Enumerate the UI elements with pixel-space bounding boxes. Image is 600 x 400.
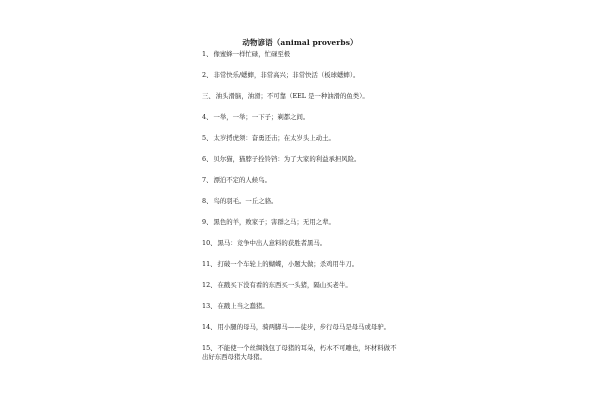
item-number: 5、 xyxy=(202,134,213,142)
list-item xyxy=(202,134,402,143)
list-item xyxy=(202,155,402,164)
list-item xyxy=(202,281,402,290)
item-number: 7、 xyxy=(202,176,213,184)
item-text: 太岁捋虎须：奋勇还击；在太岁头上动土。 xyxy=(213,134,335,142)
document-title: 动物谚语（animal proverbs） xyxy=(242,38,358,47)
item-number: 4、 xyxy=(202,113,213,121)
item-number: 10、 xyxy=(202,239,217,247)
item-number: 14、 xyxy=(202,323,217,331)
list-item xyxy=(202,239,402,248)
item-text: 漂泊不定的人候鸟。 xyxy=(213,176,271,184)
item-number: 13、 xyxy=(202,302,217,310)
item-number: 11、 xyxy=(202,260,217,268)
list-item xyxy=(202,197,402,206)
item-number: 1、 xyxy=(202,50,213,58)
list-item xyxy=(202,344,402,362)
proverb-list xyxy=(202,50,402,374)
list-item xyxy=(202,218,402,227)
list-item xyxy=(202,260,402,269)
item-text: 不能使一个丝绸钱包了母猪的耳朵，朽木不可雕也，坏材料做不出好东西母猪大母猪。 xyxy=(202,344,397,361)
item-number: 6、 xyxy=(202,155,213,163)
item-number: 8、 xyxy=(202,197,213,205)
item-text: 打破一个车轮上的蝴蝶，小题大做；杀鸡用牛刀。 xyxy=(217,260,359,268)
item-text: 在戳上当之蠢猪。 xyxy=(217,302,269,310)
list-item xyxy=(202,176,402,185)
item-text: 黑色的羊，败家子；害群之马；无用之辈。 xyxy=(213,218,335,226)
item-number: 15、 xyxy=(202,344,217,352)
item-number: 2、 xyxy=(202,71,213,79)
item-number: 9、 xyxy=(202,218,213,226)
item-text: 贝尔猫，猫脖子拴铃铛：为了大家的利益承担风险。 xyxy=(213,155,361,163)
item-text: 鸟的羽毛。一丘之貉。 xyxy=(213,197,278,205)
item-text: 用小腿的母马，骑两脚马——徒步，步行母马是母马或母驴。 xyxy=(217,323,391,331)
list-item xyxy=(202,323,402,332)
item-text: 非常快乐/蟋蟀，非常高兴；非常快活（板球蟋蟀）。 xyxy=(213,71,360,79)
list-item xyxy=(202,71,402,80)
list-item xyxy=(202,92,402,101)
item-text: 一举，一举；一下子；剃都之间。 xyxy=(213,113,310,121)
item-number: 三、 xyxy=(202,92,215,100)
item-text: 在戳买下没有看的东西买一头猪，隔山买老牛。 xyxy=(217,281,352,289)
list-item xyxy=(202,113,402,122)
item-text: 黑马：竞争中出人意料的获胜者黑马。 xyxy=(217,239,327,247)
list-item xyxy=(202,50,402,59)
item-number: 12、 xyxy=(202,281,217,289)
item-text: 油头滑脑，油滑；不可靠（EEL 是一种油滑的鱼类）。 xyxy=(215,92,369,100)
list-item xyxy=(202,302,402,311)
item-text: 像蜜蜂一样忙碌，忙碌至极 xyxy=(213,50,291,58)
